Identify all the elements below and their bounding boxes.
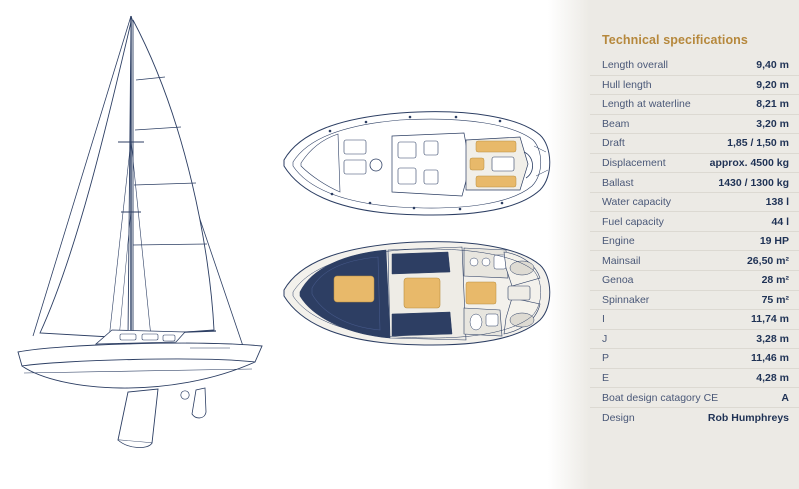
spec-value: approx. 4500 kg bbox=[709, 157, 789, 169]
spec-label: Displacement bbox=[602, 157, 666, 169]
spec-label: Water capacity bbox=[602, 196, 672, 209]
spec-value: 11,74 m bbox=[751, 313, 789, 326]
spec-row bbox=[590, 173, 799, 193]
spec-row bbox=[590, 134, 799, 154]
spec-value: 3,28 m bbox=[756, 332, 789, 345]
spec-label: E bbox=[602, 372, 610, 385]
deck-layout-drawing bbox=[284, 112, 550, 215]
spec-label: Design bbox=[602, 411, 635, 424]
spec-value: 4,28 m bbox=[756, 372, 789, 385]
spec-value: 9,40 m bbox=[756, 59, 789, 72]
spec-row bbox=[590, 115, 799, 135]
spec-label: Length overall bbox=[602, 59, 668, 72]
spec-label: I bbox=[602, 313, 605, 326]
spec-value: 11,46 m bbox=[751, 352, 789, 365]
spec-value: 1,85 / 1,50 m bbox=[727, 137, 789, 150]
spec-label: Engine bbox=[602, 235, 635, 248]
spec-row bbox=[590, 310, 799, 330]
spec-value: 75 m² bbox=[761, 293, 789, 306]
spec-label: Spinnaker bbox=[602, 293, 650, 306]
spec-label: J bbox=[602, 332, 608, 345]
spec-value: 8,21 m bbox=[756, 98, 789, 111]
spec-label: Genoa bbox=[602, 274, 634, 287]
spec-row bbox=[590, 193, 799, 213]
spec-row bbox=[590, 232, 799, 252]
spec-value: 3,20 m bbox=[756, 117, 789, 130]
spec-row bbox=[590, 95, 799, 115]
spec-value: Rob Humphreys bbox=[707, 411, 789, 424]
spec-row bbox=[590, 349, 799, 369]
spec-label: Ballast bbox=[602, 176, 634, 189]
interior-layout-drawing bbox=[284, 242, 550, 345]
spec-value: A bbox=[781, 391, 789, 404]
spec-label: Fuel capacity bbox=[602, 215, 664, 228]
spec-row bbox=[590, 251, 799, 271]
spec-label: P bbox=[602, 352, 610, 365]
specifications-list bbox=[590, 56, 799, 427]
spec-row bbox=[590, 408, 799, 428]
spec-row bbox=[590, 212, 799, 232]
spec-label: Hull length bbox=[602, 78, 652, 91]
spec-value: 1430 / 1300 kg bbox=[718, 176, 789, 189]
page-title: Technical specifications bbox=[602, 33, 748, 47]
spec-label: Draft bbox=[602, 137, 625, 150]
spec-label: Beam bbox=[602, 117, 630, 130]
spec-label: Boat design catagory CE bbox=[602, 391, 719, 404]
spec-row bbox=[590, 330, 799, 350]
spec-row bbox=[590, 154, 799, 174]
spec-row bbox=[590, 56, 799, 76]
spec-value: 138 l bbox=[765, 196, 789, 209]
technical-specifications-panel bbox=[590, 0, 799, 489]
spec-row bbox=[590, 76, 799, 96]
spec-label: Mainsail bbox=[602, 254, 641, 267]
spec-row bbox=[590, 291, 799, 311]
spec-value: 44 l bbox=[771, 215, 789, 228]
spec-value: 19 HP bbox=[759, 235, 789, 248]
spec-value: 9,20 m bbox=[756, 78, 789, 91]
spec-row bbox=[590, 388, 799, 408]
spec-label: Length at waterline bbox=[602, 98, 691, 111]
spec-value: 28 m² bbox=[761, 274, 789, 287]
sailboat-sail-plan-drawing bbox=[18, 16, 262, 448]
spec-value: 26,50 m² bbox=[746, 254, 789, 267]
spec-row bbox=[590, 369, 799, 389]
spec-row bbox=[590, 271, 799, 291]
